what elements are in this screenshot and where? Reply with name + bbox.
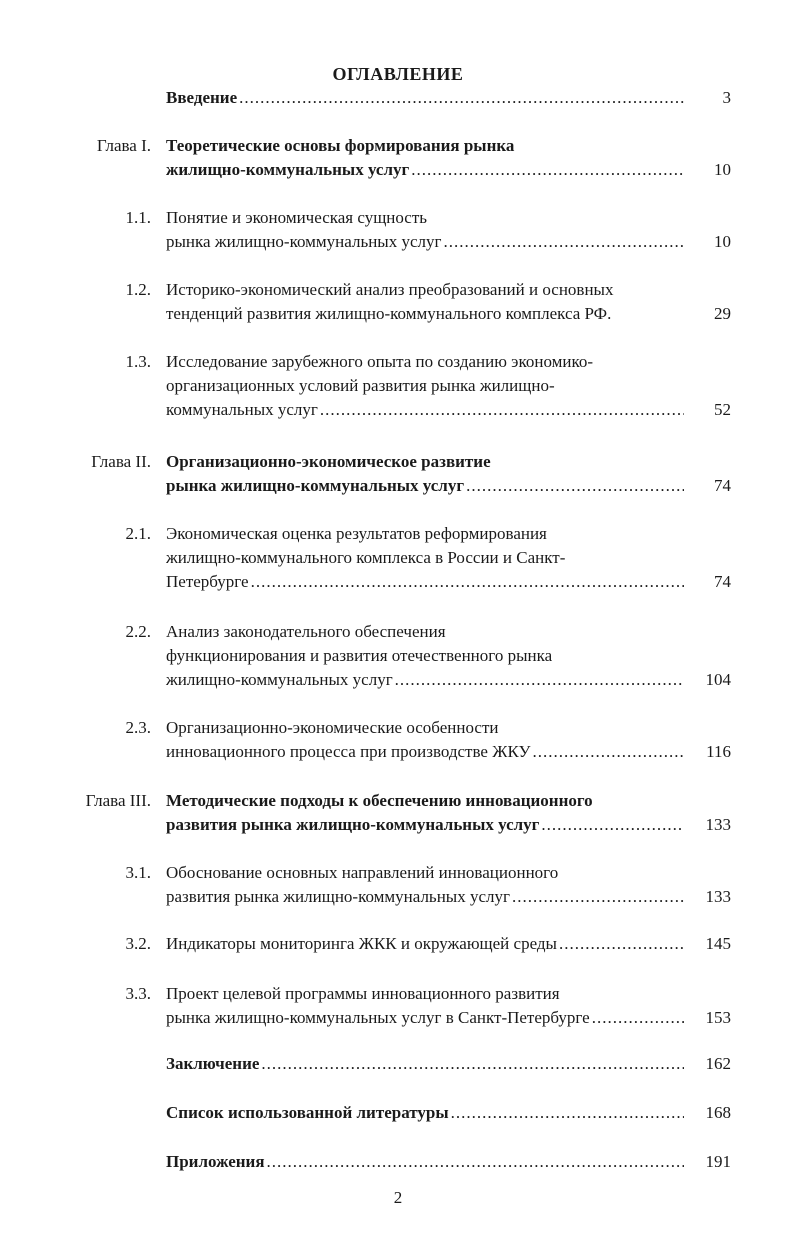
- toc-entry-text: Петербурге: [166, 572, 249, 591]
- toc-entry-text: Историко-экономический анализ преобразований и основных: [166, 280, 614, 299]
- toc-entry-last-line: [166, 932, 686, 956]
- toc-entry-text: функционирования и развития отечественного рынка: [166, 646, 553, 665]
- toc-title: ОГЛАВЛЕНИЕ: [332, 64, 464, 84]
- toc-entry-page: 145: [705, 934, 731, 953]
- toc-entry-text: организационных условий развития рынка жилищно-: [166, 376, 555, 395]
- toc-entry-last-line: [166, 813, 686, 837]
- toc-entry-number: 2.1.: [125, 524, 151, 543]
- toc-entry-last-line: [166, 570, 686, 594]
- toc-entry-text: тенденций развития жилищно-коммунального комплекса РФ.: [166, 304, 612, 323]
- toc-entry-page: 133: [705, 887, 731, 906]
- page-number: 2: [393, 1188, 403, 1207]
- toc-entry-page: 153: [705, 1008, 731, 1027]
- toc-entry-page: 133: [705, 815, 731, 834]
- toc-entry-text: Исследование зарубежного опыта по созданию экономико-: [166, 352, 594, 371]
- dot-leader: [261, 1052, 684, 1076]
- toc-entry-last-line: [166, 230, 686, 254]
- toc-entry-last-line: [166, 86, 686, 110]
- toc-entry-number: 3.3.: [125, 984, 151, 1003]
- dot-leader: [466, 474, 684, 498]
- toc-entry-number: 3.2.: [125, 934, 151, 953]
- toc-entry-number: 1.1.: [125, 208, 151, 227]
- toc-entry-text: Заключение: [166, 1054, 260, 1073]
- toc-entry-number: 2.2.: [125, 622, 151, 641]
- toc-entry-text: развития рынка жилищно-коммунальных услуг: [166, 887, 510, 906]
- toc-entry-page: 74: [714, 476, 731, 495]
- toc-entry-text: Методические подходы к обеспечению инновационного: [166, 791, 593, 810]
- toc-entry-last-line: [166, 885, 686, 909]
- toc-entry-text: жилищно-коммунальных услуг: [166, 670, 393, 689]
- toc-entry-number: Глава III.: [85, 791, 151, 810]
- toc-entry-page: 191: [705, 1152, 731, 1171]
- toc-entry-text: Теоретические основы формирования рынка: [166, 136, 515, 155]
- toc-entry-text: развития рынка жилищно-коммунальных услуг: [166, 815, 540, 834]
- dot-leader: [541, 813, 684, 837]
- toc-entry-last-line: [166, 302, 686, 326]
- dot-leader: [267, 1150, 684, 1174]
- toc-entry-text: Анализ законодательного обеспечения: [166, 622, 446, 641]
- toc-entry-number: 1.2.: [125, 280, 151, 299]
- toc-entry-last-line: [166, 1101, 686, 1125]
- toc-entry-text: жилищно-коммунального комплекса в России и Санкт-: [166, 548, 566, 567]
- toc-entry-page: 168: [705, 1103, 731, 1122]
- dot-leader: [512, 885, 684, 909]
- toc-entry-text: Приложения: [166, 1152, 265, 1171]
- toc-entry-text: Обоснование основных направлений инновационного: [166, 863, 559, 882]
- toc-entry-text: Понятие и экономическая сущность: [166, 208, 428, 227]
- toc-entry-last-line: [166, 158, 686, 182]
- dot-leader: [443, 230, 684, 254]
- dot-leader: [532, 740, 684, 764]
- dot-leader: [451, 1101, 684, 1125]
- toc-entry-text: Организационно-экономические особенности: [166, 718, 499, 737]
- toc-entry-last-line: [166, 398, 686, 422]
- toc-entry-page: 52: [714, 400, 731, 419]
- toc-entry-last-line: [166, 668, 686, 692]
- dot-leader: [395, 668, 684, 692]
- toc-entry-number: Глава II.: [91, 452, 151, 471]
- dot-leader: [251, 570, 684, 594]
- toc-entry-text: Введение: [166, 88, 238, 107]
- toc-entry-last-line: [166, 1150, 686, 1174]
- dot-leader: [320, 398, 684, 422]
- toc-entry-page: 116: [706, 742, 731, 761]
- toc-entry-text: Индикаторы мониторинга ЖКК и окружающей среды: [166, 934, 557, 953]
- dot-leader: [592, 1006, 684, 1030]
- toc-entry-last-line: [166, 1006, 686, 1030]
- dot-leader: [559, 932, 684, 956]
- toc-entry-page: 29: [714, 304, 731, 323]
- toc-entry-page: 162: [705, 1054, 731, 1073]
- toc-entry-number: 1.3.: [125, 352, 151, 371]
- toc-entry-page: 74: [714, 572, 731, 591]
- toc-entry-page: 10: [714, 160, 731, 179]
- toc-entry-number: 2.3.: [125, 718, 151, 737]
- toc-entry-page: 3: [722, 88, 731, 107]
- toc-entry-page: 104: [705, 670, 731, 689]
- toc-entry-page: 10: [714, 232, 731, 251]
- dot-leader: [239, 86, 684, 110]
- toc-entry-number: 3.1.: [125, 863, 151, 882]
- toc-entry-text: рынка жилищно-коммунальных услуг в Санкт-Петербурге: [166, 1008, 590, 1027]
- toc-entry-text: Проект целевой программы инновационного развития: [166, 984, 560, 1003]
- toc-entry-text: Список использованной литературы: [166, 1103, 449, 1122]
- toc-entry-text: Экономическая оценка результатов реформирования: [166, 524, 547, 543]
- toc-entry-text: рынка жилищно-коммунальных услуг: [166, 476, 465, 495]
- toc-entry-last-line: [166, 740, 686, 764]
- toc-entry-number: Глава I.: [96, 136, 151, 155]
- toc-entry-text: Организационно-экономическое развитие: [166, 452, 491, 471]
- toc-entry-last-line: [166, 474, 686, 498]
- toc-entry-text: жилищно-коммунальных услуг: [166, 160, 410, 179]
- toc-entry-last-line: [166, 1052, 686, 1076]
- dot-leader: [411, 158, 684, 182]
- toc-entry-text: коммунальных услуг: [166, 400, 318, 419]
- toc-entry-text: рынка жилищно-коммунальных услуг: [166, 232, 442, 251]
- toc-entry-text: инновационного процесса при производстве ЖКУ: [166, 742, 531, 761]
